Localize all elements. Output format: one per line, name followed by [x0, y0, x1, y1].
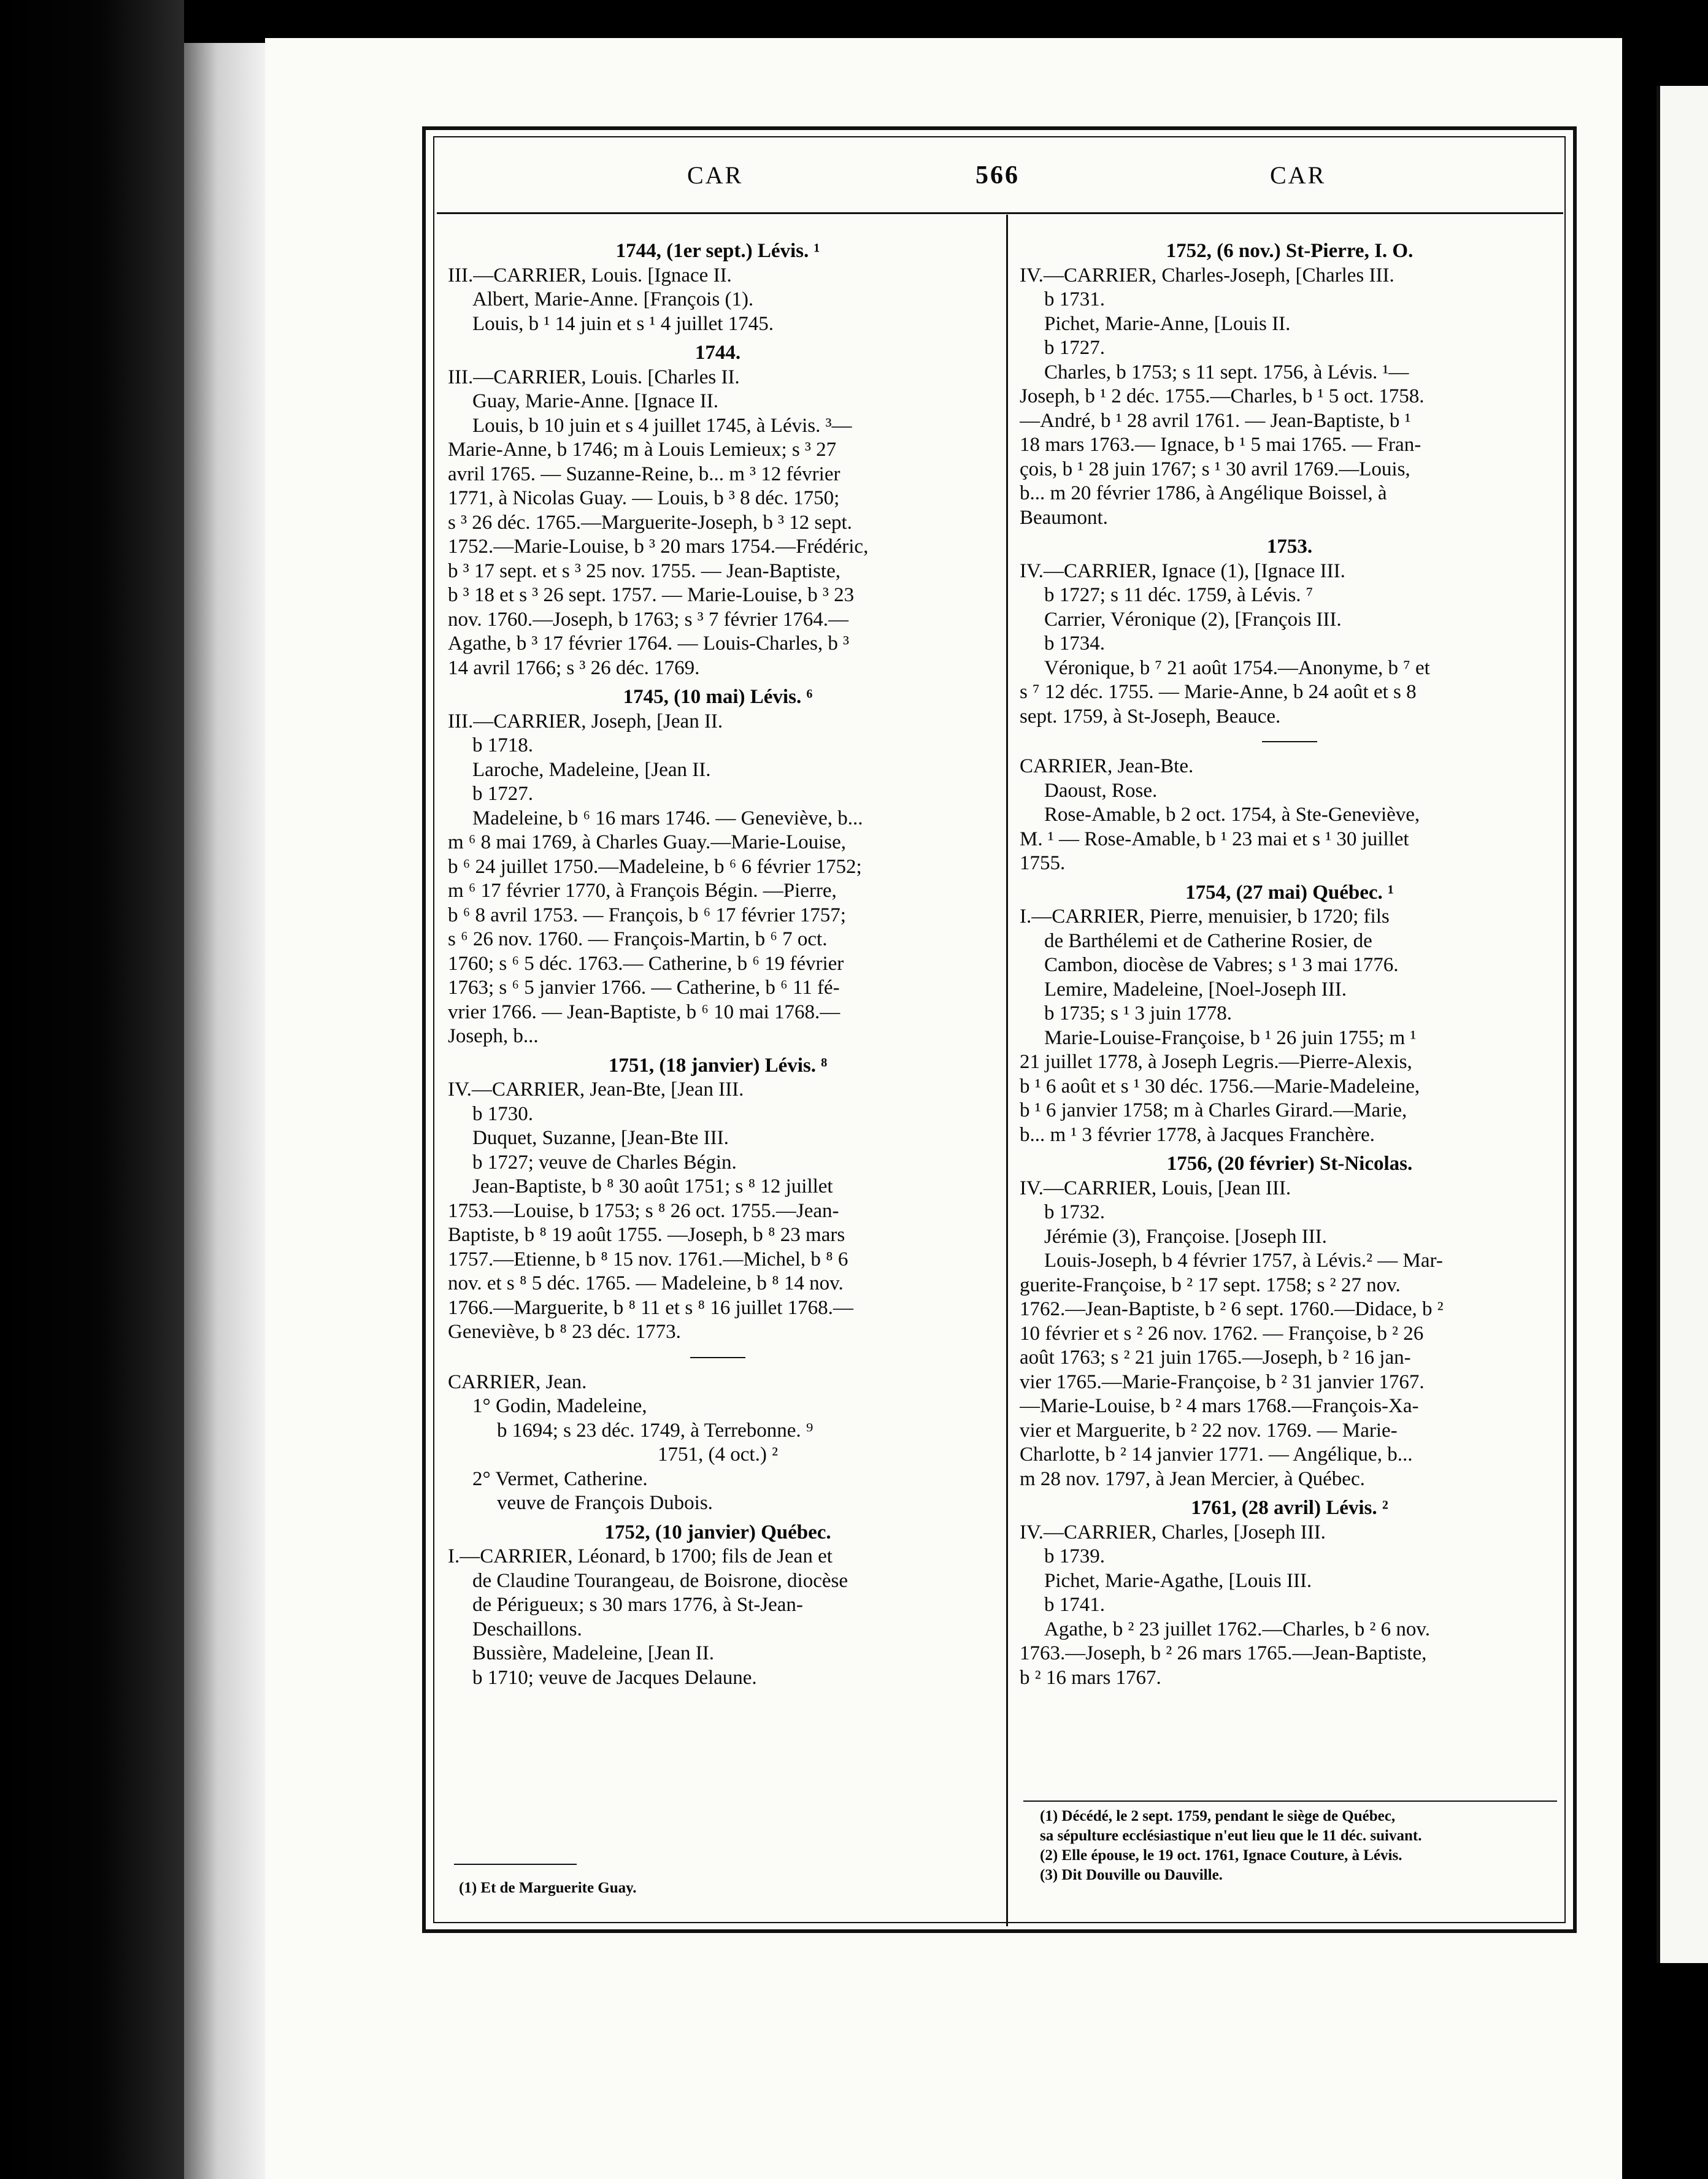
entry-separator — [1262, 741, 1317, 742]
entry-line: Albert, Marie-Anne. [François (1). — [472, 288, 754, 310]
entry-line: Geneviève, b ⁸ 23 déc. 1773. — [448, 1321, 681, 1343]
entry-line: III.—CARRIER, Louis. [Ignace II. — [448, 264, 732, 286]
entry-line: IV.—CARRIER, Charles-Joseph, [Charles III. — [1020, 264, 1394, 286]
entry-line: Laroche, Madeleine, [Jean II. — [472, 758, 711, 781]
entry-line: 1755. — [1020, 852, 1066, 874]
page-gutter — [184, 43, 267, 2179]
entry-line: CARRIER, Jean-Bte. — [1020, 755, 1194, 777]
entry-line: I.—CARRIER, Pierre, menuisier, b 1720; fils — [1020, 905, 1390, 928]
entry-line: b ⁶ 24 juillet 1750.—Madeleine, b ⁶ 6 février 1752; — [448, 855, 862, 878]
entry-line: s ⁶ 26 nov. 1760. — François-Martin, b ⁶ 7 oct. — [448, 928, 828, 950]
header-rule — [437, 212, 1563, 214]
entry-line: b 1718. — [472, 734, 533, 756]
entry-line: de Périgueux; s 30 mars 1776, à St-Jean- — [472, 1594, 803, 1616]
marriage-year-heading: 1754, (27 mai) Québec. ¹ — [1185, 881, 1394, 904]
entry-line: Bussière, Madeleine, [Jean II. — [472, 1642, 715, 1664]
entry-line: Agathe, b ³ 17 février 1764. — Louis-Charles, b ³ — [448, 632, 849, 655]
marriage-year-heading: 1761, (28 avril) Lévis. ² — [1191, 1497, 1388, 1519]
entry-line: b 1727. — [472, 783, 533, 805]
entry-line: —Marie-Louise, b ² 4 mars 1768.—François-Xa- — [1020, 1395, 1419, 1417]
entry-line: Véronique, b ⁷ 21 août 1754.—Anonyme, b ⁷ et — [1044, 656, 1430, 679]
entry-line: Louis, b 10 juin et s 4 juillet 1745, à Lévis. ³— — [472, 414, 852, 437]
entry-line: Pichet, Marie-Anne, [Louis II. — [1044, 312, 1291, 335]
entry-line: Daoust, Rose. — [1044, 779, 1158, 802]
entry-line: b 1731. — [1044, 288, 1105, 310]
entry-line: III.—CARRIER, Joseph, [Jean II. — [448, 710, 723, 732]
entry-line: m ⁶ 17 février 1770, à François Bégin. —Pierre, — [448, 880, 837, 902]
entry-line: 21 juillet 1778, à Joseph Legris.—Pierre-Alexis, — [1020, 1051, 1412, 1073]
marriage-year-heading: 1745, (10 mai) Lévis. ⁶ — [623, 686, 813, 708]
entry-line: çois, b ¹ 28 juin 1767; s ¹ 30 avril 1769.—Louis, — [1020, 458, 1410, 480]
entry-line: Louis-Joseph, b 4 février 1757, à Lévis.² — Mar- — [1044, 1250, 1443, 1272]
entry-line: Marie-Louise-Françoise, b ¹ 26 juin 1755; m ¹ — [1044, 1026, 1417, 1049]
entry-line: Louis, b ¹ 14 juin et s ¹ 4 juillet 1745. — [472, 312, 774, 335]
marriage-year-heading: 1756, (20 février) St-Nicolas. — [1166, 1153, 1413, 1175]
column-divider — [1006, 215, 1008, 1926]
footnote-line: sa sépulture ecclésiastique n'eut lieu que le 11 déc. suivant. — [1040, 1827, 1422, 1844]
entry-line: 1753.—Louise, b 1753; s ⁸ 26 oct. 1755.—Jean- — [448, 1199, 839, 1222]
right-footnote-rule — [1023, 1800, 1557, 1802]
entry-line: veuve de François Dubois. — [497, 1492, 713, 1514]
entry-line: 1° Godin, Madeleine, — [472, 1395, 647, 1417]
left-footnote: (1) Et de Marguerite Guay. — [459, 1880, 637, 1896]
entry-line: guerite-Françoise, b ² 17 sept. 1758; s ² 27 nov. — [1020, 1274, 1401, 1296]
entry-line: avril 1765. — Suzanne-Reine, b... m ³ 12 février — [448, 463, 841, 485]
entry-line: m ⁶ 8 mai 1769, à Charles Guay.—Marie-Louise, — [448, 831, 847, 853]
entry-line: b 1727. — [1044, 337, 1105, 359]
entry-line: b ³ 18 et s ³ 26 sept. 1757. — Marie-Louise, b ³ 23 — [448, 584, 855, 606]
entry-line: Marie-Anne, b 1746; m à Louis Lemieux; s ³ 27 — [448, 439, 837, 461]
entry-line: b 1727; veuve de Charles Bégin. — [472, 1151, 737, 1174]
entry-line: Charlotte, b ² 14 janvier 1771. — Angélique, b... — [1020, 1443, 1413, 1466]
entry-line: 1760; s ⁶ 5 déc. 1763.— Catherine, b ⁶ 19 février — [448, 952, 844, 975]
entry-line: m 28 nov. 1797, à Jean Mercier, à Québec. — [1020, 1467, 1365, 1490]
entry-line: Joseph, b... — [448, 1025, 539, 1047]
entry-line: CARRIER, Jean. — [448, 1370, 587, 1393]
marriage-year-heading: 1744. — [694, 342, 741, 364]
entry-line: nov. 1760.—Joseph, b 1763; s ³ 7 février 1764.— — [448, 608, 849, 631]
marriage-year-heading: 1751, (18 janvier) Lévis. ⁸ — [608, 1054, 828, 1077]
entry-line: Madeleine, b ⁶ 16 mars 1746. — Geneviève, b... — [472, 807, 863, 829]
entry-line: s ³ 26 déc. 1765.—Marguerite-Joseph, b ³ 12 sept. — [448, 511, 852, 534]
entry-line: 1762.—Jean-Baptiste, b ² 6 sept. 1760.—Didace, b ² — [1020, 1298, 1444, 1320]
entry-line: b ¹ 6 janvier 1758; m à Charles Girard.—Marie, — [1020, 1099, 1407, 1121]
entry-line: 1763; s ⁶ 5 janvier 1766. — Catherine, b ⁶ 11 fé- — [448, 977, 840, 999]
entry-line: Baptiste, b ⁸ 19 août 1755. —Joseph, b ⁸ 23 mars — [448, 1224, 845, 1246]
entry-line: IV.—CARRIER, Ignace (1), [Ignace III. — [1020, 559, 1345, 582]
entry-line: IV.—CARRIER, Charles, [Joseph III. — [1020, 1521, 1326, 1543]
entry-line: b ² 16 mars 1767. — [1020, 1666, 1161, 1689]
entry-line: Beaumont. — [1020, 506, 1108, 529]
adjacent-page-edge — [1656, 86, 1708, 1963]
entry-line: b 1710; veuve de Jacques Delaune. — [472, 1666, 757, 1689]
entry-line: IV.—CARRIER, Louis, [Jean III. — [1020, 1177, 1291, 1199]
entry-line: Charles, b 1753; s 11 sept. 1756, à Lévis. ¹— — [1044, 361, 1409, 383]
entry-line: Lemire, Madeleine, [Noel-Joseph III. — [1044, 978, 1347, 1001]
entry-line: b 1734. — [1044, 632, 1105, 655]
entry-line: Deschaillons. — [472, 1618, 582, 1640]
footnote-line: (1) Décédé, le 2 sept. 1759, pendant le siège de Québec, — [1040, 1808, 1396, 1824]
entry-line: sept. 1759, à St-Joseph, Beauce. — [1020, 705, 1281, 728]
entry-line: I.—CARRIER, Léonard, b 1700; fils de Jean et — [448, 1545, 833, 1567]
entry-line: b 1739. — [1044, 1545, 1105, 1567]
entry-line: 1763.—Joseph, b ² 26 mars 1765.—Jean-Baptiste, — [1020, 1642, 1427, 1664]
entry-line: vier 1765.—Marie-Françoise, b ² 31 janvier 1767. — [1020, 1370, 1425, 1393]
entry-line: Duquet, Suzanne, [Jean-Bte III. — [472, 1127, 729, 1149]
entry-line: IV.—CARRIER, Jean-Bte, [Jean III. — [448, 1078, 744, 1101]
entry-line: b 1727; s 11 déc. 1759, à Lévis. ⁷ — [1044, 584, 1314, 606]
entry-line: Rose-Amable, b 2 oct. 1754, à Ste-Geneviève, — [1044, 804, 1420, 826]
header-left-word: CAR — [687, 161, 744, 189]
left-footnote-rule — [454, 1864, 577, 1865]
entry-line: 14 avril 1766; s ³ 26 déc. 1769. — [448, 656, 700, 679]
entry-line: 1771, à Nicolas Guay. — Louis, b ³ 8 déc. 1750; — [448, 487, 840, 509]
entry-line: M. ¹ — Rose-Amable, b ¹ 23 mai et s ¹ 30 juillet — [1020, 828, 1409, 850]
entry-line: b ¹ 6 août et s ¹ 30 déc. 1756.—Marie-Madeleine, — [1020, 1075, 1420, 1097]
footnote-line: (2) Elle épouse, le 19 oct. 1761, Ignace Couture, à Lévis. — [1040, 1847, 1402, 1864]
entry-line: Joseph, b ¹ 2 déc. 1755.—Charles, b ¹ 5 oct. 1758. — [1020, 385, 1425, 407]
entry-line: Pichet, Marie-Agathe, [Louis III. — [1044, 1569, 1312, 1592]
entry-line: 18 mars 1763.— Ignace, b ¹ 5 mai 1765. — Fran- — [1020, 434, 1421, 456]
marriage-year-heading: 1752, (6 nov.) St-Pierre, I. O. — [1166, 240, 1414, 262]
entry-line: b 1694; s 23 déc. 1749, à Terrebonne. ⁹ — [497, 1419, 814, 1442]
entry-line: 1752.—Marie-Louise, b ³ 20 mars 1754.—Frédéric, — [448, 536, 869, 558]
page-number: 566 — [975, 161, 1020, 190]
entry-line: b... m ¹ 3 février 1778, à Jacques Franchère. — [1020, 1123, 1375, 1146]
entry-line: de Barthélemi et de Catherine Rosier, de — [1044, 929, 1372, 952]
entry-line: Jean-Baptiste, b ⁸ 30 août 1751; s ⁸ 12 juillet — [472, 1175, 833, 1197]
left-column — [448, 239, 988, 1690]
entry-line: 2° Vermet, Catherine. — [472, 1467, 648, 1490]
entry-line: nov. et s ⁸ 5 déc. 1765. — Madeleine, b ⁸ 14 nov. — [448, 1272, 844, 1294]
entry-line: b... m 20 février 1786, à Angélique Boissel, à — [1020, 482, 1387, 504]
entry-line: III.—CARRIER, Louis. [Charles II. — [448, 366, 740, 388]
entry-separator — [690, 1357, 745, 1358]
entry-line: —André, b ¹ 28 avril 1761. — Jean-Baptiste, b ¹ — [1020, 409, 1411, 432]
entry-line: b ³ 17 sept. et s ³ 25 nov. 1755. — Jean-Baptiste, — [448, 559, 841, 582]
entry-line: Carrier, Véronique (2), [François III. — [1044, 608, 1342, 631]
marriage-date-line: 1751, (4 oct.) ² — [658, 1443, 778, 1466]
entry-line: 1766.—Marguerite, b ⁸ 11 et s ⁸ 16 juillet 1768.— — [448, 1296, 853, 1319]
entry-line: Guay, Marie-Anne. [Ignace II. — [472, 390, 718, 412]
entry-line: vrier 1766. — Jean-Baptiste, b ⁶ 10 mai 1768.— — [448, 1001, 841, 1023]
book-spine-shadow — [0, 0, 184, 2179]
running-header — [436, 161, 1564, 198]
entry-line: août 1763; s ² 21 juin 1765.—Joseph, b ² 16 jan- — [1020, 1347, 1411, 1369]
entry-line: de Claudine Tourangeau, de Boisrone, diocèse — [472, 1569, 848, 1592]
entry-line: b 1735; s ¹ 3 juin 1778. — [1044, 1002, 1232, 1024]
marriage-year-heading: 1752, (10 janvier) Québec. — [604, 1521, 831, 1543]
entry-line: b 1730. — [472, 1102, 533, 1125]
right-footnotes — [1040, 1807, 1561, 1885]
entry-line: vier et Marguerite, b ² 22 nov. 1769. — Marie- — [1020, 1419, 1398, 1442]
entry-line: s ⁷ 12 déc. 1755. — Marie-Anne, b 24 août et s 8 — [1020, 681, 1417, 703]
right-column — [1020, 239, 1560, 1690]
entry-line: 1757.—Etienne, b ⁸ 15 nov. 1761.—Michel, b ⁸ 6 — [448, 1248, 848, 1270]
header-right-word: CAR — [1270, 161, 1326, 189]
marriage-year-heading: 1744, (1er sept.) Lévis. ¹ — [615, 240, 820, 262]
entry-line: 10 février et s ² 26 nov. 1762. — Françoise, b ² 26 — [1020, 1322, 1424, 1345]
entry-line: b 1732. — [1044, 1201, 1105, 1223]
footnote-line: (3) Dit Douville ou Dauville. — [1040, 1867, 1223, 1883]
marriage-year-heading: 1753. — [1266, 536, 1313, 558]
entry-line: Agathe, b ² 23 juillet 1762.—Charles, b ² 6 nov. — [1044, 1618, 1430, 1640]
entry-line: Jérémie (3), Françoise. [Joseph III. — [1044, 1225, 1327, 1248]
entry-line: b ⁶ 8 avril 1753. — François, b ⁶ 17 février 1757; — [448, 904, 846, 926]
entry-line: b 1741. — [1044, 1594, 1105, 1616]
entry-line: Cambon, diocèse de Vabres; s ¹ 3 mai 1776. — [1044, 954, 1399, 976]
